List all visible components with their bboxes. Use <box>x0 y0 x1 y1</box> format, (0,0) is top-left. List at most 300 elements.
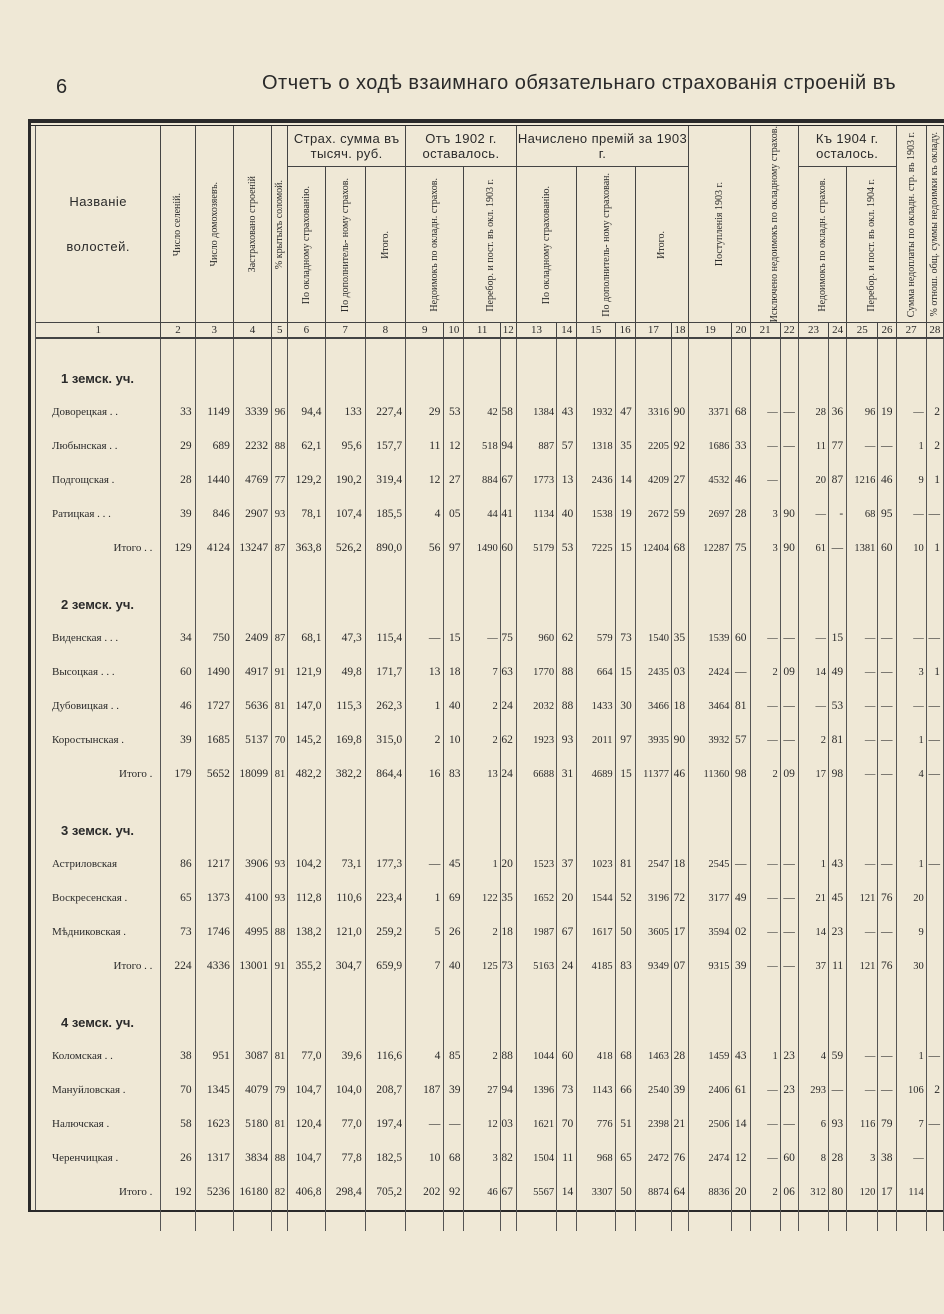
column-number: 2 <box>161 323 195 339</box>
empty-cell <box>780 1005 798 1039</box>
header-c2 <box>161 126 195 323</box>
data-cell: — <box>847 847 878 881</box>
data-cell: 11 <box>406 429 444 463</box>
spacer-cell <box>444 1209 464 1231</box>
data-cell: — <box>847 1073 878 1107</box>
data-cell: — <box>896 1141 926 1175</box>
spacer-cell <box>464 791 500 813</box>
data-cell: 73 <box>557 1073 577 1107</box>
data-cell: 107,4 <box>325 497 365 531</box>
data-cell: 2907 <box>233 497 271 531</box>
spacer-cell <box>926 338 943 361</box>
spacer-cell <box>516 1209 556 1231</box>
empty-cell <box>615 813 635 847</box>
empty-cell <box>732 813 750 847</box>
header-c28-text: % отнош. общ. суммы недоимки къ окладу. <box>929 131 941 317</box>
data-cell: 81 <box>732 689 750 723</box>
empty-cell <box>926 1005 943 1039</box>
data-cell: — <box>464 621 500 655</box>
data-cell: 65 <box>615 1141 635 1175</box>
data-cell: 87 <box>272 621 288 655</box>
data-cell: 129,2 <box>288 463 325 497</box>
empty-cell <box>896 1005 926 1039</box>
spacer-cell <box>516 338 556 361</box>
empty-cell <box>557 361 577 395</box>
spacer-cell <box>926 791 943 813</box>
data-cell: 3594 <box>689 915 732 949</box>
data-cell: 9349 <box>635 949 671 983</box>
section-title: 4 земск. уч. <box>36 1005 161 1039</box>
data-cell: 60 <box>732 621 750 655</box>
empty-cell <box>732 587 750 621</box>
data-cell: 192 <box>161 1175 195 1209</box>
spacer-cell <box>671 983 688 1005</box>
data-cell: 2 <box>926 429 943 463</box>
data-cell: 77 <box>829 429 847 463</box>
spacer-cell <box>896 338 926 361</box>
spacer-cell <box>829 565 847 587</box>
data-cell: 3906 <box>233 847 271 881</box>
empty-cell <box>464 1005 500 1039</box>
spacer-row <box>36 565 944 587</box>
data-cell: — <box>878 1039 896 1073</box>
data-cell: 125 <box>464 949 500 983</box>
data-cell: 68 <box>671 531 688 565</box>
data-cell: 3087 <box>233 1039 271 1073</box>
data-cell: 14 <box>798 655 828 689</box>
header-c4-text: Застраховано строеній <box>247 176 258 273</box>
data-cell: 18 <box>444 655 464 689</box>
header-c13-text: По окладному страхованію. <box>541 185 553 304</box>
spacer-cell <box>896 791 926 813</box>
data-cell: 5567 <box>516 1175 556 1209</box>
page-number: 6 <box>56 76 68 98</box>
data-cell: 93 <box>272 881 288 915</box>
spacer-cell <box>272 1209 288 1231</box>
data-cell: 13 <box>557 463 577 497</box>
data-cell: 39,6 <box>325 1039 365 1073</box>
spacer-cell <box>516 983 556 1005</box>
spacer-cell <box>36 565 161 587</box>
data-cell: 12 <box>464 1107 500 1141</box>
header-c19-text: Поступленія 1903 г. <box>713 182 725 267</box>
data-cell: 1373 <box>195 881 233 915</box>
data-cell: 76 <box>878 881 896 915</box>
data-cell: 26 <box>161 1141 195 1175</box>
data-cell: 68 <box>615 1039 635 1073</box>
data-cell: 1504 <box>516 1141 556 1175</box>
data-cell: 5 <box>406 915 444 949</box>
header-c27-text: Сумма недоплаты по окладн. стр. въ 1903 г. <box>905 131 917 317</box>
data-cell: 7225 <box>577 531 615 565</box>
spacer-cell <box>36 1209 161 1231</box>
data-cell: — <box>750 429 780 463</box>
spacer-cell <box>615 338 635 361</box>
data-cell: — <box>750 847 780 881</box>
empty-cell <box>557 1005 577 1039</box>
empty-cell <box>689 361 732 395</box>
data-cell: 3316 <box>635 395 671 429</box>
spacer-cell <box>798 565 828 587</box>
data-cell: 4336 <box>195 949 233 983</box>
data-cell: 1539 <box>689 621 732 655</box>
data-cell: — <box>780 429 798 463</box>
data-cell: 15 <box>444 621 464 655</box>
data-cell: 12 <box>406 463 444 497</box>
spacer-cell <box>798 791 828 813</box>
data-cell: 28 <box>829 1141 847 1175</box>
total-row <box>36 1175 944 1209</box>
total-label: Итого . <box>36 1175 161 1209</box>
header-c13 <box>516 167 576 323</box>
spacer-cell <box>577 338 615 361</box>
spacer-cell <box>500 1209 516 1231</box>
data-cell: 29 <box>161 429 195 463</box>
spacer-cell <box>780 338 798 361</box>
data-cell: 11 <box>829 949 847 983</box>
data-cell: - <box>829 497 847 531</box>
spacer-cell <box>671 565 688 587</box>
data-cell: — <box>878 915 896 949</box>
spacer-cell <box>750 338 780 361</box>
spacer-cell <box>750 1209 780 1231</box>
data-cell: 1490 <box>464 531 500 565</box>
data-cell: — <box>926 757 943 791</box>
empty-cell <box>500 587 516 621</box>
spacer-cell <box>406 983 444 1005</box>
header-c27 <box>896 126 926 323</box>
data-cell: 28 <box>732 497 750 531</box>
empty-cell <box>896 587 926 621</box>
data-cell: 49,8 <box>325 655 365 689</box>
data-cell: 60 <box>500 531 516 565</box>
data-cell: 88 <box>557 689 577 723</box>
data-cell: — <box>896 497 926 531</box>
header-c23-text: Недоимокъ по окладн. страхов. <box>817 178 828 312</box>
data-cell: 45 <box>444 847 464 881</box>
data-cell: 960 <box>516 621 556 655</box>
data-cell: 28 <box>161 463 195 497</box>
data-cell: 1523 <box>516 847 556 881</box>
data-cell: 14 <box>615 463 635 497</box>
data-cell: 1 <box>798 847 828 881</box>
data-cell: 94 <box>500 1073 516 1107</box>
data-cell: 1 <box>750 1039 780 1073</box>
spacer-cell <box>365 565 405 587</box>
data-cell: 705,2 <box>365 1175 405 1209</box>
section-title: 1 земск. уч. <box>36 361 161 395</box>
data-cell: 750 <box>195 621 233 655</box>
data-cell: 18 <box>671 847 688 881</box>
spacer-cell <box>500 791 516 813</box>
data-cell: 15 <box>615 655 635 689</box>
spacer-cell <box>615 791 635 813</box>
district-name: Дубовицкая . . <box>36 689 161 723</box>
data-cell: 59 <box>671 497 688 531</box>
spacer-cell <box>615 1209 635 1231</box>
data-cell: 147,0 <box>288 689 325 723</box>
data-cell: 259,2 <box>365 915 405 949</box>
data-cell: 1023 <box>577 847 615 881</box>
spacer-cell <box>829 983 847 1005</box>
data-cell: 3464 <box>689 689 732 723</box>
data-cell: 98 <box>829 757 847 791</box>
data-cell: 2436 <box>577 463 615 497</box>
data-cell: 16 <box>406 757 444 791</box>
empty-cell <box>500 361 516 395</box>
spacer-cell <box>732 983 750 1005</box>
data-cell: 2406 <box>689 1073 732 1107</box>
header-c2-text: Число селеній. <box>172 192 184 256</box>
spacer-cell <box>798 983 828 1005</box>
data-cell: 9 <box>896 915 926 949</box>
data-cell: — <box>896 621 926 655</box>
data-cell <box>926 1175 943 1209</box>
data-cell: 3834 <box>233 1141 271 1175</box>
data-cell: 2435 <box>635 655 671 689</box>
empty-cell <box>464 813 500 847</box>
header-c5-text: % крытыхъ соломой. <box>274 179 286 269</box>
data-cell: 81 <box>272 689 288 723</box>
data-cell: 24 <box>557 949 577 983</box>
data-cell: 1623 <box>195 1107 233 1141</box>
data-cell: 3932 <box>689 723 732 757</box>
empty-cell <box>671 813 688 847</box>
data-cell: 17 <box>798 757 828 791</box>
data-cell: — <box>847 429 878 463</box>
data-cell: 121,0 <box>325 915 365 949</box>
data-cell: 2398 <box>635 1107 671 1141</box>
data-cell: 1 <box>896 723 926 757</box>
empty-cell <box>272 587 288 621</box>
data-cell: 20 <box>557 881 577 915</box>
empty-cell <box>516 361 556 395</box>
data-cell <box>780 463 798 497</box>
data-cell: 81 <box>272 1039 288 1073</box>
empty-cell <box>161 587 195 621</box>
data-cell: 88 <box>557 655 577 689</box>
data-cell: 92 <box>444 1175 464 1209</box>
empty-cell <box>615 1005 635 1039</box>
empty-cell <box>689 1005 732 1039</box>
data-cell: 116 <box>847 1107 878 1141</box>
data-cell: 104,7 <box>288 1073 325 1107</box>
data-cell: 62 <box>500 723 516 757</box>
data-cell: — <box>780 689 798 723</box>
spacer-cell <box>233 565 271 587</box>
empty-cell <box>272 813 288 847</box>
header-name-line1: Названіе <box>69 194 128 210</box>
spacer-cell <box>780 565 798 587</box>
district-name: Воскресенская . <box>36 881 161 915</box>
data-cell: 88 <box>272 1141 288 1175</box>
header-c7 <box>325 167 365 323</box>
empty-cell <box>577 361 615 395</box>
data-cell: 67 <box>557 915 577 949</box>
data-cell: 2 <box>464 689 500 723</box>
data-cell: 64 <box>671 1175 688 1209</box>
header-c8-text: Итого. <box>379 230 391 259</box>
data-cell: 664 <box>577 655 615 689</box>
spacer-cell <box>780 791 798 813</box>
data-cell: 90 <box>671 395 688 429</box>
spacer-cell <box>926 1209 943 1231</box>
data-cell: 88 <box>500 1039 516 1073</box>
data-cell: 93 <box>829 1107 847 1141</box>
district-name: Коломская . . <box>36 1039 161 1073</box>
data-cell: 53 <box>829 689 847 723</box>
table-row <box>36 395 944 429</box>
spacer-cell <box>272 791 288 813</box>
data-cell: 846 <box>195 497 233 531</box>
data-cell: — <box>732 847 750 881</box>
data-cell: 14 <box>732 1107 750 1141</box>
data-cell: 60 <box>557 1039 577 1073</box>
data-cell: 20 <box>896 881 926 915</box>
data-cell: 66 <box>615 1073 635 1107</box>
data-cell: 7 <box>464 655 500 689</box>
empty-cell <box>233 587 271 621</box>
column-number: 22 <box>780 323 798 339</box>
data-cell: — <box>878 655 896 689</box>
data-cell: 4 <box>896 757 926 791</box>
empty-cell <box>926 587 943 621</box>
data-cell: 96 <box>272 395 288 429</box>
data-cell: 115,4 <box>365 621 405 655</box>
data-cell: 1345 <box>195 1073 233 1107</box>
empty-cell <box>926 813 943 847</box>
spacer-cell <box>750 791 780 813</box>
empty-cell <box>195 813 233 847</box>
empty-cell <box>798 813 828 847</box>
spacer-cell <box>325 791 365 813</box>
data-cell: 104,2 <box>288 847 325 881</box>
table-row <box>36 689 944 723</box>
data-cell: 11377 <box>635 757 671 791</box>
data-cell: 2 <box>750 1175 780 1209</box>
data-cell: 157,7 <box>365 429 405 463</box>
header-c17-text: Итого. <box>656 230 668 259</box>
empty-cell <box>444 361 464 395</box>
data-cell: 4995 <box>233 915 271 949</box>
data-cell: — <box>926 497 943 531</box>
empty-cell <box>233 361 271 395</box>
data-cell: — <box>750 915 780 949</box>
data-cell: 1216 <box>847 463 878 497</box>
table-row <box>36 655 944 689</box>
data-cell: 115,3 <box>325 689 365 723</box>
total-label: Итого . . <box>36 949 161 983</box>
header-c25-text: Перебор. и пост. въ окл. 1904 г. <box>865 178 877 312</box>
data-cell: — <box>926 847 943 881</box>
empty-cell <box>671 1005 688 1039</box>
spacer-cell <box>272 338 288 361</box>
data-cell: 171,7 <box>365 655 405 689</box>
data-cell: 57 <box>557 429 577 463</box>
data-cell: 4 <box>798 1039 828 1073</box>
empty-cell <box>195 587 233 621</box>
data-cell: 13 <box>406 655 444 689</box>
header-c6 <box>288 167 325 323</box>
column-number: 9 <box>406 323 444 339</box>
data-cell: 77,0 <box>288 1039 325 1073</box>
district-name: Мѣдниковская . <box>36 915 161 949</box>
data-cell: 2672 <box>635 497 671 531</box>
total-label: Итого . <box>36 757 161 791</box>
data-cell: 28 <box>671 1039 688 1073</box>
data-cell: — <box>780 1107 798 1141</box>
data-cell: 49 <box>732 881 750 915</box>
data-cell: 21 <box>671 1107 688 1141</box>
data-cell: 58 <box>161 1107 195 1141</box>
spacer-cell <box>878 565 896 587</box>
spacer-cell <box>464 338 500 361</box>
spacer-cell <box>635 983 671 1005</box>
spacer-cell <box>847 983 878 1005</box>
data-cell: 298,4 <box>325 1175 365 1209</box>
data-cell: 1463 <box>635 1039 671 1073</box>
spacer-cell <box>847 565 878 587</box>
data-cell: 88 <box>272 915 288 949</box>
district-name: Любынская . . <box>36 429 161 463</box>
spacer-cell <box>516 791 556 813</box>
data-cell: 382,2 <box>325 757 365 791</box>
data-cell: 14 <box>557 1175 577 1209</box>
data-cell: 7 <box>406 949 444 983</box>
header-group-1904: Къ 1904 г. осталось. <box>798 126 896 167</box>
spacer-cell <box>671 1209 688 1231</box>
column-number: 12 <box>500 323 516 339</box>
data-cell: 4079 <box>233 1073 271 1107</box>
spacer-cell <box>36 338 161 361</box>
column-number: 15 <box>577 323 615 339</box>
data-cell: 1381 <box>847 531 878 565</box>
data-cell: 5179 <box>516 531 556 565</box>
spacer-cell <box>325 1209 365 1231</box>
data-cell: 319,4 <box>365 463 405 497</box>
spacer-cell <box>732 565 750 587</box>
data-cell: 58 <box>500 395 516 429</box>
data-cell: 39 <box>161 723 195 757</box>
header-c25 <box>847 167 896 323</box>
spacer-cell <box>233 1209 271 1231</box>
data-cell: 482,2 <box>288 757 325 791</box>
data-cell: — <box>750 1107 780 1141</box>
data-cell: 4769 <box>233 463 271 497</box>
data-cell: — <box>847 655 878 689</box>
data-cell: 73 <box>615 621 635 655</box>
header-c6-text: По окладному страхованію. <box>300 185 312 304</box>
data-cell: 1727 <box>195 689 233 723</box>
empty-cell <box>406 361 444 395</box>
spacer-cell <box>926 983 943 1005</box>
data-cell: 93 <box>557 723 577 757</box>
spacer-cell <box>195 791 233 813</box>
data-cell: 40 <box>557 497 577 531</box>
empty-cell <box>195 1005 233 1039</box>
data-cell: 2474 <box>689 1141 732 1175</box>
data-cell: 121 <box>847 949 878 983</box>
data-cell: 30 <box>615 689 635 723</box>
data-cell: — <box>896 395 926 429</box>
data-cell: 579 <box>577 621 615 655</box>
data-cell: 4124 <box>195 531 233 565</box>
header-c5 <box>272 126 288 323</box>
data-cell: 85 <box>444 1039 464 1073</box>
header-c8 <box>365 167 405 323</box>
data-cell: 1134 <box>516 497 556 531</box>
data-cell: 3 <box>896 655 926 689</box>
